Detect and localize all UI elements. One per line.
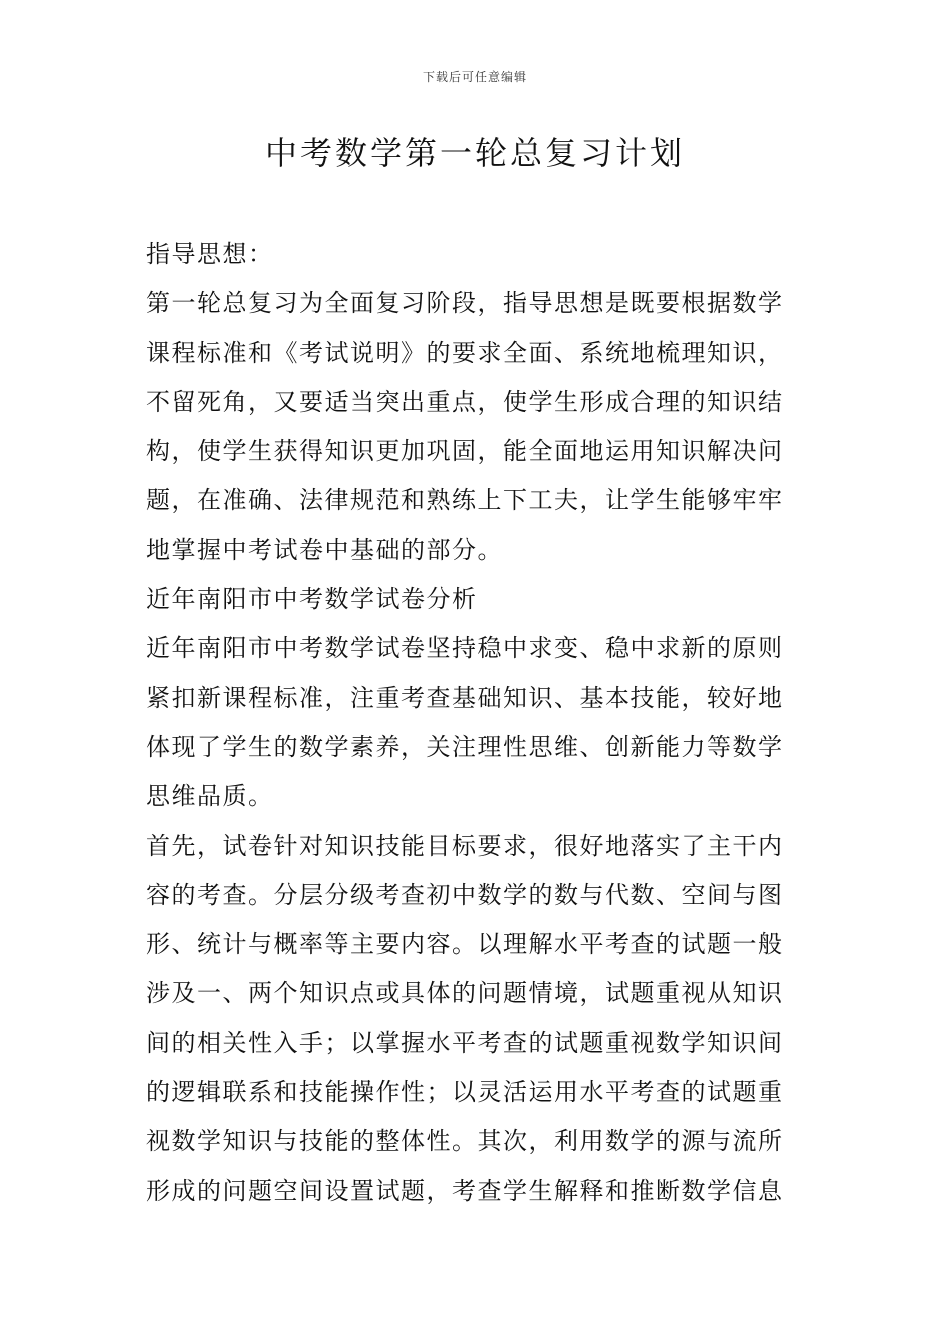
paragraph-line: 体现了学生的数学素养，关注理性思维、创新能力等数学 — [146, 732, 784, 761]
paragraph-line: 的逻辑联系和技能操作性；以灵活运用水平考查的试题重 — [146, 1078, 784, 1107]
paragraph-line: 形、统计与概率等主要内容。以理解水平考查的试题一般 — [146, 930, 784, 959]
document-title: 中考数学第一轮总复习计划 — [264, 134, 685, 172]
paragraph-line: 地掌握中考试卷中基础的部分。 — [146, 535, 503, 564]
paragraph-line: 间的相关性入手；以掌握水平考查的试题重视数学知识间 — [146, 1028, 784, 1057]
paragraph-line: 构，使学生获得知识更加巩固，能全面地运用知识解决问 — [146, 437, 784, 466]
paragraph-line: 近年南阳市中考数学试卷坚持稳中求变、稳中求新的原则 — [146, 634, 784, 663]
paragraph-line: 第一轮总复习为全面复习阶段，指导思想是既要根据数学 — [146, 289, 784, 318]
paragraph-line: 视数学知识与技能的整体性。其次，利用数学的源与流所 — [146, 1127, 784, 1156]
paragraph-line: 思维品质。 — [146, 782, 274, 811]
paragraph-line: 不留死角，又要适当突出重点，使学生形成合理的知识结 — [146, 387, 784, 416]
document-body — [146, 230, 826, 1216]
paragraph-line: 紧扣新课程标准，注重考查基础知识、基本技能，较好地 — [146, 683, 784, 712]
paragraph-line: 首先，试卷针对知识技能目标要求，很好地落实了主干内 — [146, 831, 784, 860]
paragraph-line: 形成的问题空间设置试题，考查学生解释和推断数学信息 — [146, 1176, 784, 1205]
paragraph-line: 题，在准确、法律规范和熟练上下工夫，让学生能够牢牢 — [146, 486, 784, 515]
header-note: 下载后可任意编辑 — [422, 70, 527, 84]
paragraph-line: 涉及一、两个知识点或具体的问题情境，试题重视从知识 — [146, 979, 784, 1008]
section-heading-guiding-idea: 指导思想： — [146, 240, 274, 268]
paragraph-line: 容的考查。分层分级考查初中数学的数与代数、空间与图 — [146, 880, 784, 909]
paragraph-line: 课程标准和《考试说明》的要求全面、系统地梳理知识， — [146, 338, 784, 367]
section-heading-exam-analysis: 近年南阳市中考数学试卷分析 — [146, 585, 478, 614]
